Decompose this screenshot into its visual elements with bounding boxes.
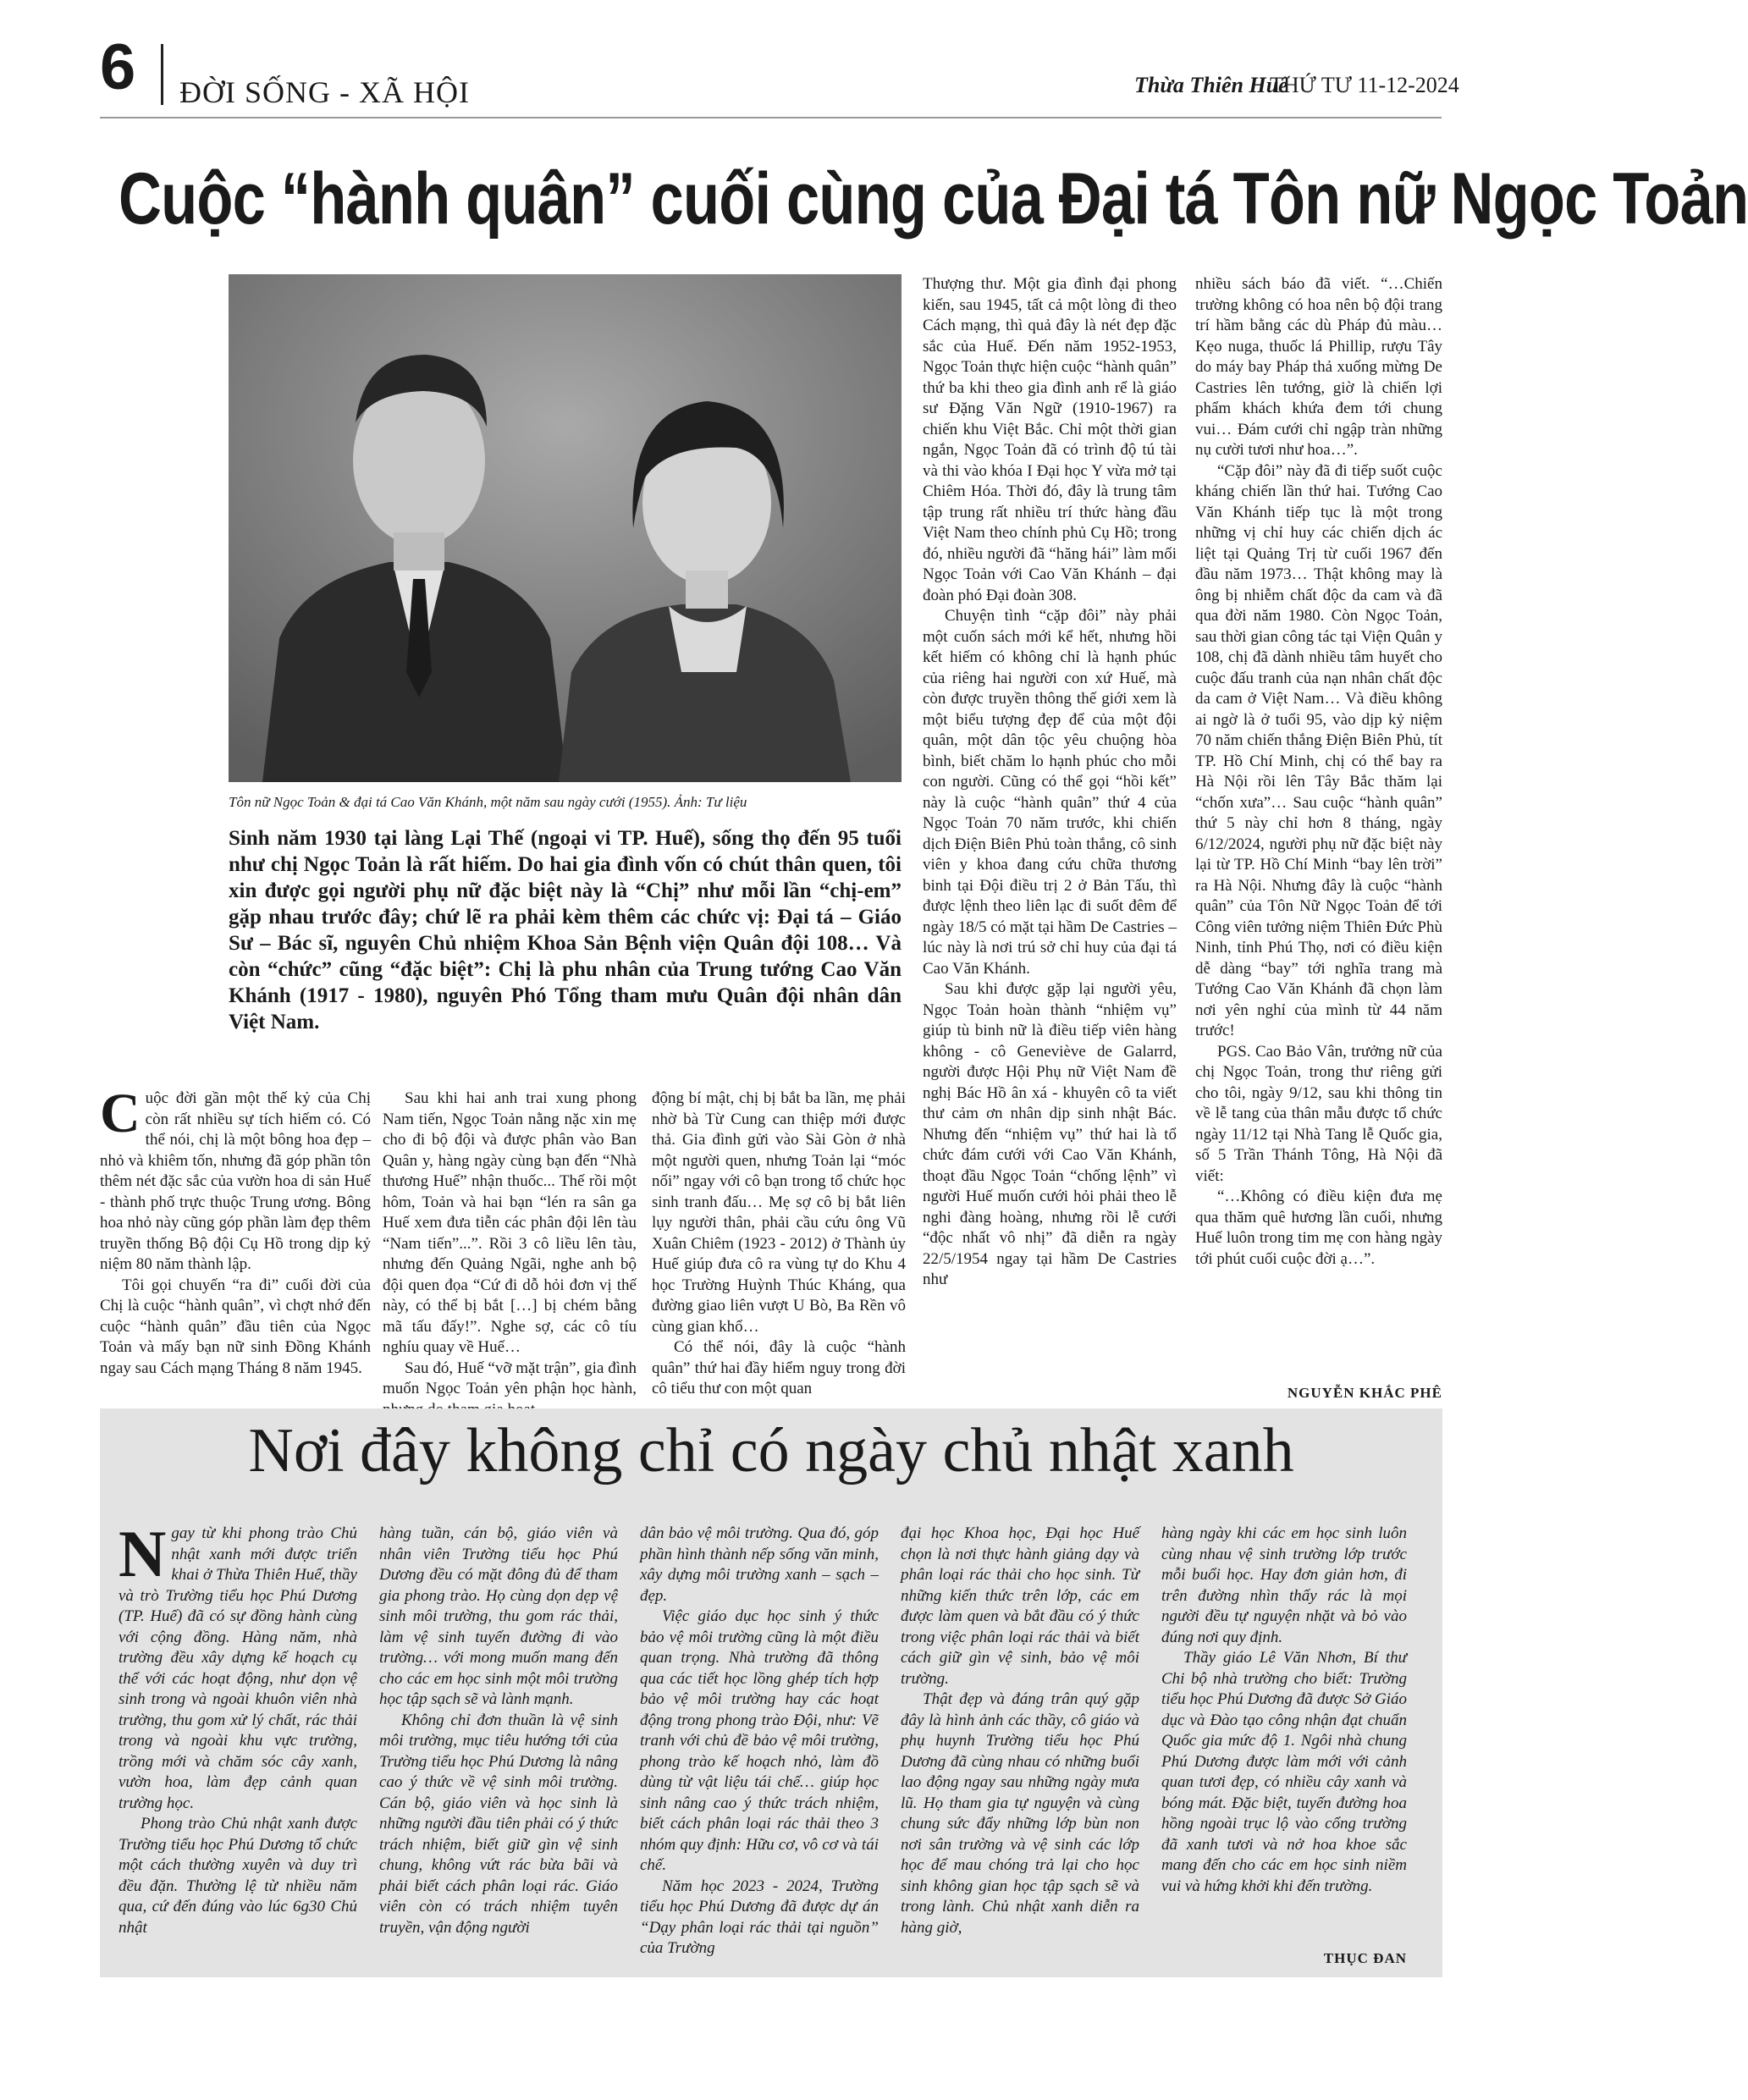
photo-caption: Tôn nữ Ngọc Toản & đại tá Cao Văn Khánh, một năm sau ngày cưới (1955). Ảnh: Tư liệu [229, 794, 747, 810]
paragraph: Năm học 2023 - 2024, Trường tiểu học Phú Dương đã được dự án “Dạy phân loại rác thải tại nguồn” của Trường [640, 1877, 879, 1957]
paragraph: hàng ngày khi các em học sinh luôn cùng nhau vệ sinh trường lớp trước mỗi buổi học. Hay đơn giản hơn, đi trên đường nhìn thấy rác là mọi người đều tự nguyện nhặt và bỏ vào đúng nơi quy định. [1161, 1524, 1407, 1646]
paragraph: “…Không có điều kiện đưa mẹ qua thăm quê hương lần cuối, nhưng Huế luôn trong tim mẹ con hàng ngày tới phút cuối cuộc đời ạ…”. [1195, 1188, 1442, 1268]
paragraph: Có thể nói, đây là cuộc “hành quân” thứ hai đầy hiểm nguy trong đời cô tiểu thư con một quan [652, 1338, 906, 1397]
paragraph: đại học Khoa học, Đại học Huế chọn là nơi thực hành giảng dạy và phân loại rác thải cho học sinh. Từ những kiến thức trên lớp, các em được làm quen và bắt đầu có ý thức trong việc phân loại rác thải và biết cách giữ gìn vệ sinh, bảo vệ môi trường. [901, 1524, 1139, 1688]
article1-column-3 [652, 1089, 906, 1400]
lead-paragraph: Sinh năm 1930 tại làng Lại Thế (ngoại vi TP. Huế), sống thọ đến 95 tuổi như chị Ngọc Toản là rất hiếm. Do hai gia đình vốn có chút thân quen, tôi xin được gọi người phụ nữ đặc biệt này là “Chị” như mỗi lần “chị-em” gặp nhau trước đây; chứ lẽ ra phải kèm thêm các chức vị: Đại tá – Giáo Sư – Bác sĩ, nguyên Chủ nhiệm Khoa Sản Bệnh viện Quân đội 108… Và còn “chức” cũng “đặc biệt”: Chị là phu nhân của Trung tướng Cao Văn Khánh (1917 - 1980), nguyên Phó Tổng tham mưu Quân đội nhân dân Việt Nam. [229, 827, 902, 1033]
issue-date: THỨ TƯ 11-12-2024 [1270, 73, 1459, 97]
article1-column-1 [100, 1083, 371, 1379]
paragraph: Sau khi hai anh trai xung phong Nam tiến, Ngọc Toản nằng nặc xin mẹ cho đi bộ đội và được phân vào Ban Quân y, hàng ngày cùng bạn đến “Nhà thương Huế” nhận thuốc... Thế rồi một hôm, Toản và hai bạn “lén ra sân ga Huế xem đưa tiễn các phân đội lên tàu “Nam tiến”...”. Rồi 3 cô liều lên tàu, nhưng đến Quảng Ngãi, nghe anh bộ đội quen đọa “Cứ đi dỗ hỏi đơn vị thế này, có thể bị bắt […] bị chém bằng mã tấu đấy!”. Nghe sợ, các cô tíu nghíu quay về Huế… [383, 1089, 637, 1356]
paragraph: Thầy giáo Lê Văn Nhơn, Bí thư Chi bộ nhà trường cho biết: Trường tiểu học Phú Dương đã được Sở Giáo dục và Đào tạo công nhận đạt chuẩn Quốc gia mức độ 1. Ngôi nhà chung Phú Dương được làm mới với cảnh quan tươi đẹp, có nhiều cây xanh và bóng mát. Đặc biệt, tuyến đường hoa hồng ngoài trục lộ vào cổng trường đã xanh tươi và nở hoa khoe sắc mang đến cho các em học sinh niềm vui và hứng khởi khi đến trường. [1161, 1649, 1407, 1895]
paragraph-text: gay từ khi phong trào Chủ nhật xanh mới được triển khai ở Thừa Thiên Huế, thầy và trò Trường tiểu học Phú Dương (TP. Huế) đã có sự đồng hành cùng với cộng đồng. Hàng năm, nhà trường đều xây dựng kế hoạch cụ thể với các hoạt động, như dọn vệ sinh trong và ngoài khuôn viên nhà trường, thu gom xử lý chất, rác thải trong và ngoài khu vực trường, trồng mới và chăm sóc cây xanh, vườn hoa, làm đẹp cảnh quan trường học. [119, 1524, 357, 1812]
article2-column-3 [640, 1524, 879, 1959]
paragraph: Thượng thư. Một gia đình đại phong kiến, sau 1945, tất cả một lòng đi theo Cách mạng, thì quả đây là nét đẹp đặc sắc của Huế. Đến năm 1952-1953, Ngọc Toản thực hiện cuộc “hành quân” thứ ba khi theo gia đình anh rể là giáo sư Đặng Văn Ngữ (1910-1967) ra chiến khu Việt Bắc. Chỉ một thời gian ngắn, Ngọc Toản đã có trình độ tú tài và thi vào khóa I Đại học Y vừa mở tại Chiêm Hóa. Thời đó, đây là trung tâm tập trung rất nhiều trí thức hàng đầu Việt Nam theo chính phủ Cụ Hồ; trong đó, nhiều người đã “hăng hái” làm mối Ngọc Toản với Cao Văn Khánh – đại đoàn phó Đại đoàn 308. [923, 275, 1177, 604]
article2-column-2 [379, 1524, 618, 1938]
article2-author: THỤC ĐAN [1323, 1950, 1407, 1966]
article1-column-5 [1195, 274, 1442, 1270]
paragraph: Việc giáo dục học sinh ý thức bảo vệ môi trường cũng là một điều quan trọng. Nhà trường đã thông qua các tiết học lồng ghép tích hợp bảo vệ môi trường hay các hoạt động trong phong trào Đội, như: Vẽ tranh với chủ đề bảo vệ môi trường, phong trào kế hoạch nhỏ, làm đồ dùng từ vật liệu tái chế… giúp học sinh nâng cao ý thức trách nhiệm, biết cách phân loại rác thải theo 3 nhóm quy định: Hữu cơ, vô cơ và tái chế. [640, 1607, 879, 1874]
header-divider [161, 44, 163, 105]
paragraph: Tôi gọi chuyến “ra đi” cuối đời của Chị là cuộc “hành quân”, vì chợt nhớ đến cuộc “hành quân” đầu tiên của Ngọc Toản và mấy bạn nữ sinh Đồng Khánh ngay sau Cách mạng Tháng 8 năm 1945. [100, 1276, 371, 1377]
paragraph: Phong trào Chủ nhật xanh được Trường tiểu học Phú Dương tổ chức một cách thường xuyên và duy trì đều đặn. Thường lệ từ nhiều năm qua, cứ đến đúng vào lúc 6g30 Chủ nhật [119, 1815, 357, 1937]
paragraph: Thật đẹp và đáng trân quý gặp đây là hình ảnh các thầy, cô giáo và phụ huynh Trường tiểu học Phú Dương đã cùng nhau có những buổi lao động ngay sau những ngày mưa lũ. Họ tham gia tự nguyện và cùng chung sức đẩy những lớp bùn non nơi sân trường và vệ sinh các lớp học để mau chóng trả lại cho học sinh không gian học tập sạch sẽ và trong lành. Chủ nhật xanh diễn ra hàng giờ, [901, 1690, 1139, 1937]
drop-cap: N [119, 1517, 167, 1590]
paragraph: dân bảo vệ môi trường. Qua đó, góp phần hình thành nếp sống văn minh, xây dựng môi trường xanh – sạch – đẹp. [640, 1524, 879, 1605]
article2-column-1 [119, 1517, 357, 1938]
paragraph: Chuyện tình “cặp đôi” này phải một cuốn sách mới kể hết, nhưng hồi kết hiếm có không chỉ là hạnh phúc của riêng hai người con xứ Huế, mà còn được truyền thông thế giới xem là một biểu tượng đẹp để của một đội quân, một dân tộc yêu chuộng hòa bình, biết chăm lo hạnh phúc cho mỗi con người. Cũng có thể gọi “hồi kết” này là cuộc “hành quân” thứ 4 của Ngọc Toản 70 năm trước, khi chiến dịch Điện Biên Phủ toàn thắng, cô sinh viên y khoa đang cứu chữa thương binh tại Đội điều trị 2 ở Bản Tấu, thì được lệnh theo liên lạc đi suốt đêm để ngày 18/5 có mặt tại hầm De Castries – lúc này là nơi trú sở chỉ huy của đại tá Cao Văn Khánh. [923, 607, 1177, 978]
article-headline: Cuộc “hành quân” cuối cùng của Đại tá Tôn nữ Ngọc Toản [119, 158, 1748, 240]
article2-headline: Nơi đây không chỉ có ngày chủ nhật xanh [248, 1416, 1294, 1485]
couple-photo [229, 274, 902, 782]
paragraph: nhiều sách báo đã viết. “…Chiến trường không có hoa nên bộ đội trang trí hầm bằng các dù Pháp đủ màu… Kẹo nuga, thuốc lá Phillip, rượu Tây do máy bay Pháp thả xuống mừng De Castries lên tướng, giờ là chiến lợi phẩm khách khứa đem tới chung vui… Đám cưới chỉ ngập tràn những nụ cười tươi như hoa…”. [1195, 275, 1442, 459]
paragraph: “Cặp đôi” này đã đi tiếp suốt cuộc kháng chiến lần thứ hai. Tướng Cao Văn Khánh tiếp tục là một trong những vị chỉ huy các chiến dịch ác liệt tại Quảng Trị từ cuối 1967 đến đầu năm 1973… Thật không may là ông bị nhiễm chất độc da cam và đã qua đời năm 1980. Còn Ngọc Toản, sau thời gian công tác tại Viện Quân y 108, chị đã dành nhiều tâm huyết cho cuộc đấu tranh của nạn nhân chất độc da cam ở Việt Nam… Và điều không ai ngờ là ở tuổi 95, vào dịp kỷ niệm 70 năm chiến thắng Điện Biên Phủ, tít TP. Hồ Chí Minh, chị có thể bay ra Hà Nội rồi lên Tây Bắc thăm lại “chốn xưa”… Sau cuộc “hành quân” thứ 5 này chỉ hơn 8 tháng, ngày 6/12/2024, người phụ nữ đặc biệt này lại từ TP. Hồ Chí Minh “bay lên trời” ra Hà Nội. Nhưng đây là cuộc “hành quân” của Tôn Nữ Ngọc Toản để tới Công viên tưởng niệm Thiên Đức Phù Ninh, tỉnh Phú Thọ, nơi có điều kiện dễ dàng “bay” tới nghĩa trang mà Tướng Cao Văn Khánh đã chọn làm nơi yên nghỉ của mình từ 44 năm trước! [1195, 461, 1442, 1039]
paragraph: động bí mật, chị bị bắt ba lần, mẹ phải nhờ bà Từ Cung can thiệp mới được thả. Gia đình gửi vào Sài Gòn ở nhà một người quen, nhưng Toản lại “móc nối” ngay với cô bạn trong tổ chức học sinh tranh đấu… Mẹ sợ cô bị bắt liên lụy người thân, phải cầu cứu ông Vũ Xuân Chiêm (1923 - 2012) ở Thành ủy Huế giúp đưa cô ra vùng tự do Khu 4 học Trường Huỳnh Thúc Kháng, qua đường giao liên vượt U Bò, Ba Rền vô cùng gian khổ… [652, 1089, 906, 1336]
paragraph [100, 1083, 371, 1276]
article2-column-4 [901, 1524, 1139, 1938]
header-rule [100, 117, 1442, 119]
newspaper-name: Thừa Thiên Huế [1134, 73, 1288, 97]
page-number: 6 [100, 31, 136, 103]
paragraph [119, 1517, 357, 1814]
paragraph-text: uộc đời gần một thế kỷ của Chị còn rất nhiều sự tích hiếm có. Có thể nói, chị là một bông hoa đẹp – nhỏ và khiêm tốn, nhưng đã góp phần tôn thêm nét đặc sắc của vườn hoa di sản Huế - thành phố trực thuộc Trung ương. Bông hoa nhỏ này cũng góp phần làm đẹp thêm truyền thống Bộ đội Cụ Hồ trong dịp kỷ niệm 80 năm thành lập. [100, 1089, 371, 1273]
paragraph: Sau đó, Huế “vỡ mặt trận”, gia đình muốn Ngọc Toản yên phận học hành, [383, 1359, 637, 1397]
paragraph: hàng tuần, cán bộ, giáo viên và nhân viên Trường tiểu học Phú Dương đều có mặt đông đủ để tham gia phong trào. Họ cùng dọn dẹp vệ sinh môi trường, thu gom rác thải, làm vệ sinh tuyến đường đi vào trường… với mong muốn mang đến cho các em học sinh một môi trường học tập sạch sẽ và lành mạnh. [379, 1524, 618, 1708]
paragraph: Không chỉ đơn thuần là vệ sinh môi trường, mục tiêu hướng tới của Trường tiểu học Phú Dương là nâng cao ý thức về vệ sinh môi trường. Cán bộ, giáo viên và học sinh là những người đầu tiên phải có ý thức trách nhiệm, biết giữ gìn vệ sinh chung, không vứt rác bừa bãi và phải biết cách phân loại rác. Giáo viên còn có trách nhiệm tuyên truyền, vận động người [379, 1711, 618, 1937]
paragraph: Sau khi được gặp lại người yêu, Ngọc Toản hoàn thành “nhiệm vụ” giúp tù binh nữ là điều tiếp viên hàng không - cô Geneviève de Galarrd, người được Hội Phụ nữ Việt Nam đề nghị Bác Hồ ân xá - khuyên cô ta viết thư cảm ơn nhân dịp sinh nhật Bác. Nhưng đến “nhiệm vụ” thứ hai là tổ chức đám cưới với Cao Văn Khánh, thoạt đầu Ngọc Toản “chống lệnh” vì người Huế muốn cưới hỏi phải theo lễ nghi đàng hoàng, nhưng rồi lễ cưới “độc nhất vô nhị” đã diễn ra ngày 22/5/1954 ngay tại hầm De Castries như [923, 980, 1177, 1288]
article1-column-2 [383, 1089, 637, 1420]
paragraph: PGS. Cao Bảo Vân, trưởng nữ của chị Ngọc Toản, trong thư riêng gửi cho tôi, ngày 9/12, sau khi thông tin về lễ tang của thân mẫu được tổ chức ngày 11/12 tại Nhà Tang lễ Quốc gia, số 5 Trần Thánh Tông, Hà Nội đã viết: [1195, 1042, 1442, 1185]
article2-column-5 [1161, 1524, 1407, 1897]
section-name: ĐỜI SỐNG - XÃ HỘI [179, 75, 470, 109]
article1-column-4 [923, 274, 1177, 1291]
drop-cap: C [100, 1083, 141, 1144]
article1-author: NGUYỄN KHẮC PHÊ [1287, 1385, 1442, 1401]
